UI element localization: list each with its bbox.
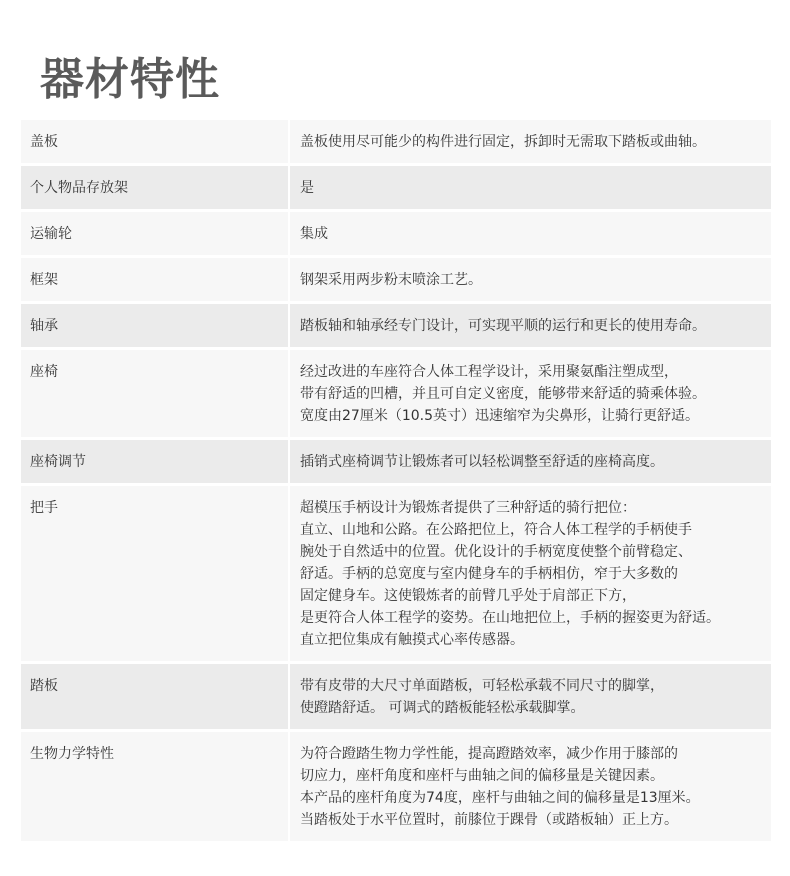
- spec-label: 生物力学特性: [21, 732, 290, 841]
- page-title: 器材特性: [40, 54, 220, 105]
- spec-value-line: 钢架采用两步粉末喷涂工艺。: [300, 272, 482, 288]
- spec-row-storage-rack: [21, 166, 771, 209]
- spec-table: [21, 117, 771, 844]
- spec-value-line: 带有皮带的大尺寸单面踏板，可轻松承载不同尺寸的脚掌，: [300, 678, 664, 694]
- spec-label: 座椅: [21, 350, 290, 437]
- spec-value-line: 舒适。手柄的总宽度与室内健身车的手柄相仿，窄于大多数的: [300, 566, 678, 582]
- spec-row-seat-adjustment: [21, 440, 771, 483]
- spec-value-line: 当踏板处于水平位置时，前膝位于踝骨（或踏板轴）正上方。: [300, 812, 678, 828]
- spec-value: [290, 664, 771, 729]
- spec-value-line: 本产品的座杆角度为74度，座杆与曲轴之间的偏移量是13厘米。: [300, 790, 700, 806]
- spec-label: 踏板: [21, 664, 290, 729]
- spec-row-handlebars: [21, 486, 771, 661]
- spec-label: 把手: [21, 486, 290, 661]
- spec-label: 座椅调节: [21, 440, 290, 483]
- spec-value-line: 盖板使用尽可能少的构件进行固定，拆卸时无需取下踏板或曲轴。: [300, 134, 706, 150]
- spec-row-bearings: [21, 304, 771, 347]
- spec-row-cover: [21, 120, 771, 163]
- spec-value-line: 切应力，座杆角度和座杆与曲轴之间的偏移量是关键因素。: [300, 768, 664, 784]
- spec-label: 个人物品存放架: [21, 166, 290, 209]
- spec-value-line: 是更符合人体工程学的姿势。在山地把位上，手柄的握姿更为舒适。: [300, 610, 720, 626]
- spec-value-line: 经过改进的车座符合人体工程学设计，采用聚氨酯注塑成型，: [300, 364, 678, 380]
- spec-label: 盖板: [21, 120, 290, 163]
- spec-value-line: 直立、山地和公路。在公路把位上，符合人体工程学的手柄使手: [300, 522, 692, 538]
- spec-value: [290, 440, 771, 483]
- spec-label: 运输轮: [21, 212, 290, 255]
- spec-value-line: 带有舒适的凹槽，并且可自定义密度，能够带来舒适的骑乘体验。: [300, 386, 706, 402]
- spec-value-line: 宽度由27厘米（10.5英寸）迅速缩窄为尖鼻形，让骑行更舒适。: [300, 408, 699, 424]
- spec-value-line: 踏板轴和轴承经专门设计，可实现平顺的运行和更长的使用寿命。: [300, 318, 706, 334]
- spec-row-pedals: [21, 664, 771, 729]
- spec-value: [290, 258, 771, 301]
- spec-value-line: 固定健身车。这使锻炼者的前臂几乎处于肩部正下方，: [300, 588, 636, 604]
- spec-row-frame: [21, 258, 771, 301]
- spec-value: [290, 350, 771, 437]
- spec-value-line: 直立把位集成有触摸式心率传感器。: [300, 632, 524, 648]
- spec-value: [290, 120, 771, 163]
- spec-value: [290, 166, 771, 209]
- spec-value-line: 使蹬踏舒适。 可调式的踏板能轻松承载脚掌。: [300, 700, 585, 716]
- spec-row-seat: [21, 350, 771, 437]
- spec-value: [290, 304, 771, 347]
- spec-value-line: 集成: [300, 226, 328, 242]
- spec-value: [290, 486, 771, 661]
- spec-value-line: 腕处于自然适中的位置。优化设计的手柄宽度使整个前臂稳定、: [300, 544, 692, 560]
- spec-row-transport-wheels: [21, 212, 771, 255]
- spec-row-biomechanics: [21, 732, 771, 841]
- spec-value-line: 为符合蹬踏生物力学性能，提高蹬踏效率，减少作用于膝部的: [300, 746, 678, 762]
- spec-label: 框架: [21, 258, 290, 301]
- spec-value-line: 超模压手柄设计为锻炼者提供了三种舒适的骑行把位：: [300, 500, 636, 516]
- spec-label: 轴承: [21, 304, 290, 347]
- spec-value: [290, 212, 771, 255]
- spec-value-line: 是: [300, 180, 314, 196]
- spec-value-line: 插销式座椅调节让锻炼者可以轻松调整至舒适的座椅高度。: [300, 454, 664, 470]
- spec-value: [290, 732, 771, 841]
